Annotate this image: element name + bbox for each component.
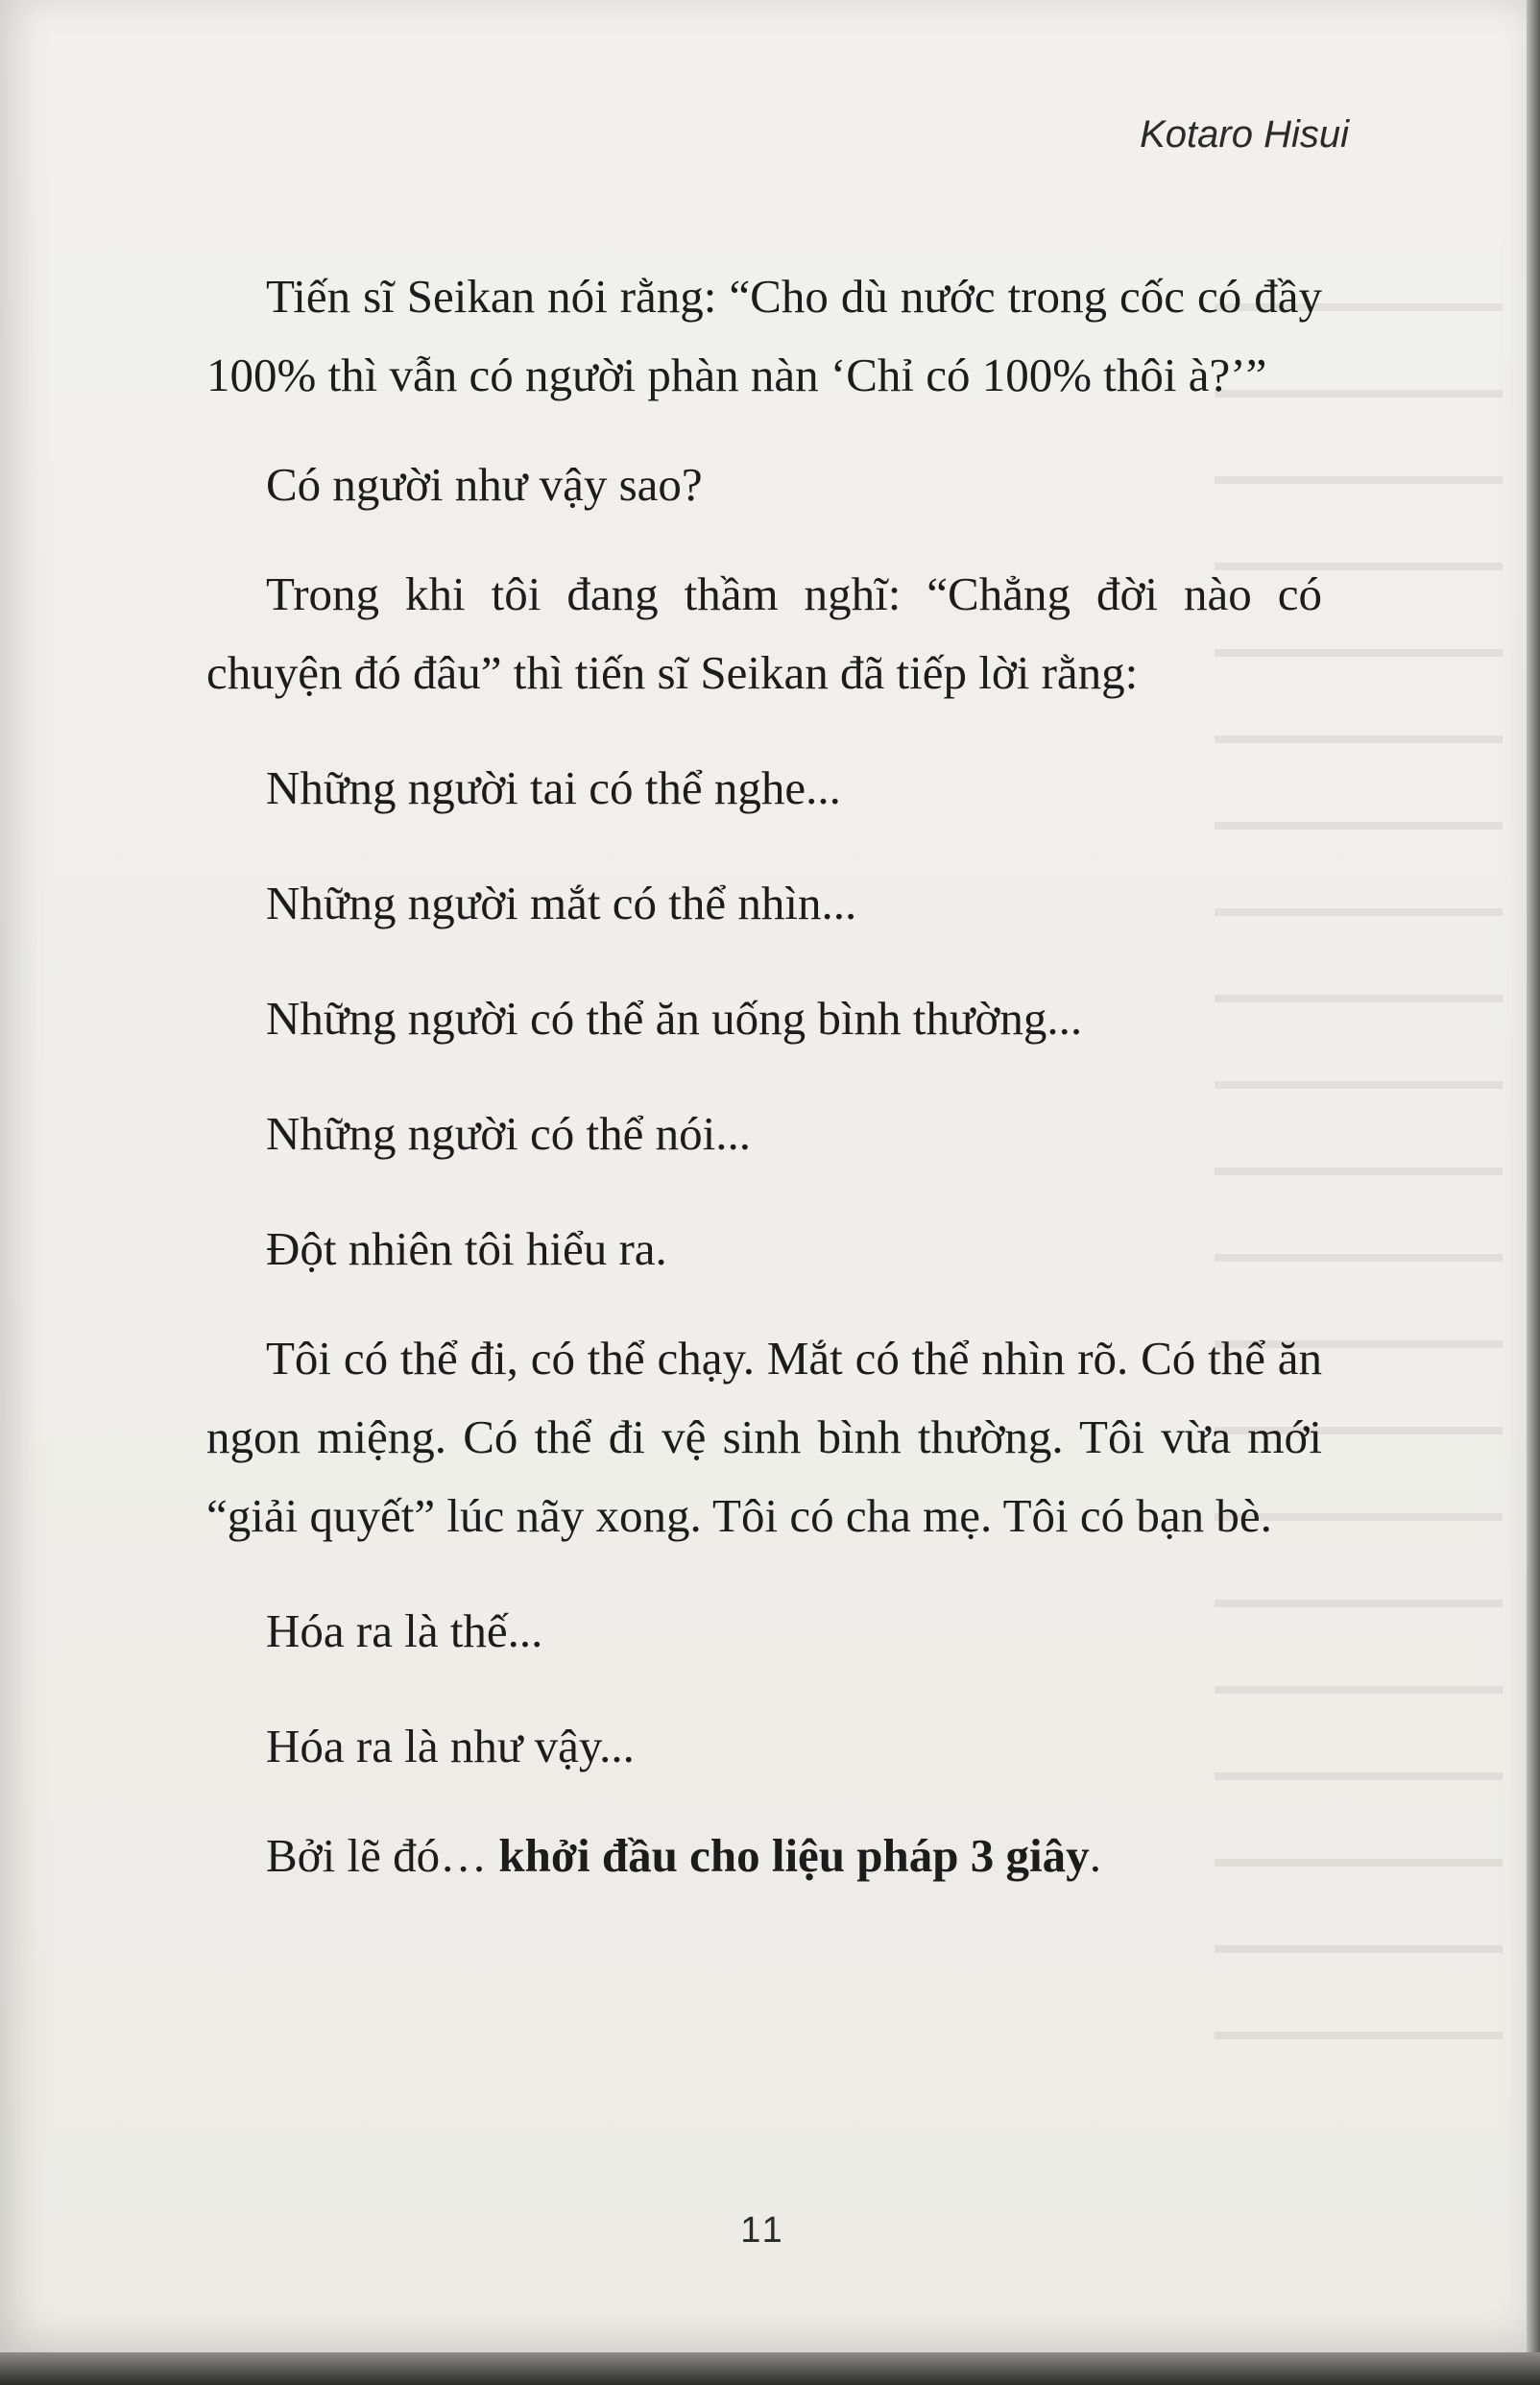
closing-end: . [1089,1829,1101,1882]
page-edge-shadow [1527,0,1540,2385]
paragraph: Hóa ra là thế... [266,1604,543,1657]
closing-paragraph [206,1817,1322,1895]
page-bottom-edge [0,2352,1540,2385]
paragraph: Có người như vậy sao? [266,458,703,511]
running-head-author: Kotaro Hisui [1140,113,1349,156]
paragraph: Trong khi tôi đang thầm nghĩ: “Chẳng đời nào có chuyện đó đâu” thì tiến sĩ Seikan đã tiếp lời rằng: [206,567,1322,699]
paragraph: Tôi có thể đi, có thể chạy. Mắt có thể nhìn rõ. Có thể ăn ngon miệng. Có thể đi vệ sinh bình thường. Tôi vừa mới “giải quyết” lúc nãy xong. Tôi có cha mẹ. Tôi có bạn bè. [206,1332,1322,1542]
paragraph: Những người có thể nói... [266,1107,752,1160]
paragraph: Hóa ra là như vậy... [266,1720,635,1772]
closing-emphasis: khởi đầu cho liệu pháp 3 giây [498,1829,1090,1882]
paragraph: Những người mắt có thể nhìn... [266,877,857,929]
body-text [206,257,1322,1895]
paragraph: Những người tai có thể nghe... [266,761,841,814]
paragraph: Tiến sĩ Seikan nói rằng: “Cho dù nước trong cốc có đầy 100% thì vẫn có người phàn nàn ‘Chỉ có 100% thôi à?’” [206,270,1322,401]
closing-lead: Bởi lẽ đó… [266,1829,499,1882]
paragraph: Những người có thể ăn uống bình thường... [266,992,1083,1045]
page-number: 11 [740,2210,786,2251]
paragraph: Đột nhiên tôi hiểu ra. [266,1222,667,1275]
